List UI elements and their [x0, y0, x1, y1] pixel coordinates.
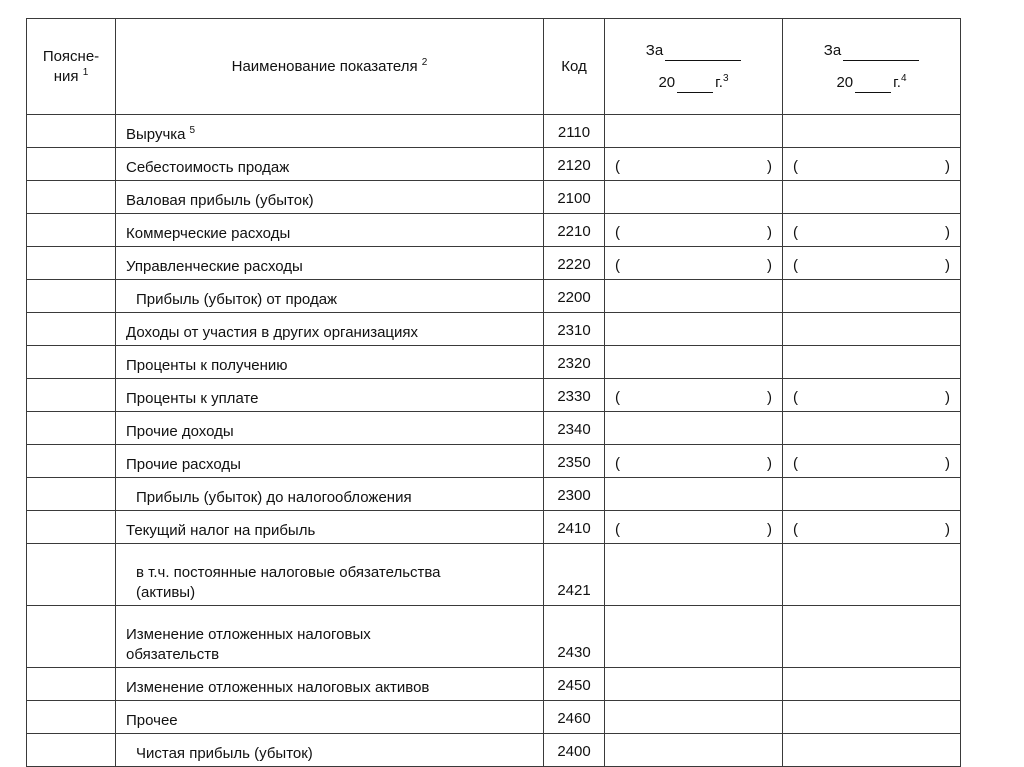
value-cell-period-1[interactable] [605, 346, 783, 379]
paren-open: ( [615, 257, 620, 274]
paren-open: ( [615, 224, 620, 241]
value-cell-period-2[interactable] [783, 181, 961, 214]
notes-cell[interactable] [27, 668, 116, 701]
row-code [544, 511, 605, 544]
row-name [116, 668, 544, 701]
notes-cell[interactable] [27, 181, 116, 214]
period1-sup: 3 [722, 72, 729, 84]
row-name [116, 148, 544, 181]
paren-close: ) [945, 257, 950, 274]
value-cell-period-1[interactable] [605, 734, 783, 767]
value-cell-period-1[interactable] [605, 214, 783, 247]
row-code-label: 2210 [557, 223, 591, 240]
row-name-label: Выручка [126, 126, 186, 143]
row-code-label: 2100 [557, 190, 591, 207]
period2-year-prefix: 20 [836, 73, 854, 91]
header-period-2 [783, 19, 961, 115]
value-cell-period-2[interactable] [783, 379, 961, 412]
value-cell-period-1[interactable] [605, 313, 783, 346]
row-code [544, 478, 605, 511]
notes-cell[interactable] [27, 412, 116, 445]
row-name [116, 214, 544, 247]
row-name [116, 511, 544, 544]
paren-open: ( [793, 521, 798, 538]
value-cell-period-2[interactable] [783, 313, 961, 346]
paren-open: ( [793, 158, 798, 175]
row-name-line2: обязательств [126, 646, 220, 663]
paren-close: ) [767, 224, 772, 241]
value-cell-period-1[interactable] [605, 148, 783, 181]
value-cell-period-1[interactable] [605, 544, 783, 606]
paren-open: ( [615, 455, 620, 472]
row-name [116, 313, 544, 346]
row-code-label: 2450 [557, 677, 591, 694]
row-name-label: Управленческие расходы [126, 258, 303, 275]
period2-year-suffix: г. [893, 73, 901, 91]
notes-cell[interactable] [27, 214, 116, 247]
notes-cell[interactable] [27, 346, 116, 379]
row-name [116, 544, 544, 606]
table-row [27, 280, 961, 313]
value-cell-period-1[interactable] [605, 412, 783, 445]
row-name-label: Доходы от участия в других организациях [126, 324, 419, 341]
row-name [116, 115, 544, 148]
period2-top: За [823, 41, 842, 59]
paren-close: ) [767, 455, 772, 472]
row-name [116, 346, 544, 379]
header-code [544, 19, 605, 115]
row-name-label: Себестоимость продаж [126, 159, 290, 176]
row-name-label: Проценты к уплате [126, 390, 259, 407]
row-code [544, 247, 605, 280]
table-row [27, 346, 961, 379]
value-cell-period-1[interactable] [605, 247, 783, 280]
table-row [27, 313, 961, 346]
row-code [544, 668, 605, 701]
value-cell-period-2[interactable] [783, 511, 961, 544]
notes-cell[interactable] [27, 544, 116, 606]
header-notes-sup: 1 [82, 66, 89, 78]
row-code [544, 734, 605, 767]
row-name [116, 247, 544, 280]
paren-close: ) [767, 257, 772, 274]
row-name [116, 379, 544, 412]
row-code [544, 379, 605, 412]
header-notes [27, 19, 116, 115]
table-row [27, 214, 961, 247]
paren-close: ) [767, 158, 772, 175]
period2-blank [843, 46, 919, 61]
paren-open: ( [615, 158, 620, 175]
table-row [27, 734, 961, 767]
table-row [27, 701, 961, 734]
row-code [544, 445, 605, 478]
row-code-label: 2421 [557, 582, 591, 599]
row-code-label: 2120 [557, 157, 591, 174]
value-cell-period-2[interactable] [783, 478, 961, 511]
value-cell-period-2[interactable] [783, 445, 961, 478]
header-name [116, 19, 544, 115]
row-name-label: Изменение отложенных налоговых активов [126, 679, 430, 696]
period1-year-suffix: г. [715, 73, 723, 91]
header-row [27, 19, 961, 115]
row-code-label: 2330 [557, 388, 591, 405]
row-code-label: 2110 [557, 124, 591, 141]
table-row [27, 247, 961, 280]
row-name-label: Проценты к получению [126, 357, 288, 374]
table-row [27, 115, 961, 148]
row-code-label: 2400 [557, 743, 591, 760]
table-row [27, 668, 961, 701]
value-cell-period-2[interactable] [783, 148, 961, 181]
table-row [27, 148, 961, 181]
value-cell-period-1[interactable] [605, 445, 783, 478]
notes-cell[interactable] [27, 115, 116, 148]
table-row [27, 478, 961, 511]
paren-close: ) [767, 389, 772, 406]
row-code-label: 2220 [557, 256, 591, 273]
value-cell-period-2[interactable] [783, 734, 961, 767]
notes-cell[interactable] [27, 606, 116, 668]
header-notes-line1: Поясне- [42, 47, 100, 65]
paren-open: ( [793, 257, 798, 274]
notes-cell[interactable] [27, 148, 116, 181]
notes-cell[interactable] [27, 478, 116, 511]
paren-close: ) [945, 158, 950, 175]
form-rows [27, 115, 961, 767]
row-code [544, 606, 605, 668]
row-name-line1: Изменение отложенных налоговых [126, 626, 371, 643]
notes-cell[interactable] [27, 734, 116, 767]
row-name-label: Прочие доходы [126, 423, 234, 440]
paren-open: ( [793, 389, 798, 406]
row-name [116, 280, 544, 313]
row-code [544, 313, 605, 346]
value-cell-period-2[interactable] [783, 346, 961, 379]
row-code [544, 214, 605, 247]
period2-year-blank [855, 78, 891, 93]
value-cell-period-2[interactable] [783, 214, 961, 247]
period2-sup: 4 [900, 72, 907, 84]
table-row [27, 181, 961, 214]
paren-open: ( [615, 521, 620, 538]
row-code-label: 2460 [557, 710, 591, 727]
notes-cell[interactable] [27, 445, 116, 478]
period1-blank [665, 46, 741, 61]
table-row [27, 379, 961, 412]
paren-close: ) [945, 455, 950, 472]
row-code-label: 2350 [557, 454, 591, 471]
header-name-label: Наименование показателя [231, 57, 418, 75]
paren-close: ) [945, 389, 950, 406]
row-name [116, 412, 544, 445]
header-notes-line2: ния [53, 67, 79, 85]
row-code [544, 280, 605, 313]
row-code-label: 2320 [557, 355, 591, 372]
notes-cell[interactable] [27, 379, 116, 412]
table-row [27, 606, 961, 668]
value-cell-period-2[interactable] [783, 668, 961, 701]
value-cell-period-1[interactable] [605, 379, 783, 412]
notes-cell[interactable] [27, 313, 116, 346]
row-code [544, 412, 605, 445]
value-cell-period-2[interactable] [783, 544, 961, 606]
row-code [544, 115, 605, 148]
row-name [116, 734, 544, 767]
row-code [544, 346, 605, 379]
row-name-label: Чистая прибыль (убыток) [136, 745, 313, 762]
row-name-label: Прочие расходы [126, 456, 241, 473]
value-cell-period-2[interactable] [783, 701, 961, 734]
row-code-label: 2410 [557, 520, 591, 537]
row-name [116, 445, 544, 478]
row-code [544, 701, 605, 734]
row-name-sup: 5 [189, 125, 196, 136]
paren-open: ( [615, 389, 620, 406]
row-code [544, 544, 605, 606]
value-cell-period-2[interactable] [783, 115, 961, 148]
value-cell-period-2[interactable] [783, 247, 961, 280]
value-cell-period-1[interactable] [605, 701, 783, 734]
period1-top: За [645, 41, 664, 59]
value-cell-period-1[interactable] [605, 280, 783, 313]
row-code-label: 2310 [557, 322, 591, 339]
value-cell-period-1[interactable] [605, 511, 783, 544]
paren-close: ) [945, 224, 950, 241]
period1-year-prefix: 20 [658, 73, 676, 91]
value-cell-period-1[interactable] [605, 478, 783, 511]
paren-close: ) [945, 521, 950, 538]
row-name [116, 478, 544, 511]
row-code [544, 148, 605, 181]
notes-cell[interactable] [27, 511, 116, 544]
row-code-label: 2340 [557, 421, 591, 438]
row-name-label: Прибыль (убыток) до налогообложения [136, 489, 412, 506]
value-cell-period-2[interactable] [783, 280, 961, 313]
value-cell-period-2[interactable] [783, 606, 961, 668]
row-code [544, 181, 605, 214]
period1-year-blank [677, 78, 713, 93]
row-name-line2: (активы) [136, 584, 196, 601]
value-cell-period-2[interactable] [783, 412, 961, 445]
value-cell-period-1[interactable] [605, 115, 783, 148]
row-name-line1: в т.ч. постоянные налоговые обязательства [136, 564, 441, 581]
notes-cell[interactable] [27, 247, 116, 280]
financial-results-form [26, 18, 961, 767]
header-name-sup: 2 [421, 56, 428, 68]
row-name [116, 701, 544, 734]
row-name-label: Текущий налог на прибыль [126, 522, 316, 539]
row-name-label: Коммерческие расходы [126, 225, 291, 242]
notes-cell[interactable] [27, 280, 116, 313]
paren-open: ( [793, 224, 798, 241]
row-code-label: 2300 [557, 487, 591, 504]
row-code-label: 2430 [557, 644, 591, 661]
table-row [27, 445, 961, 478]
row-code-label: 2200 [557, 289, 591, 306]
paren-close: ) [767, 521, 772, 538]
table-row [27, 544, 961, 606]
row-name-label: Прочее [126, 712, 178, 729]
row-name [116, 181, 544, 214]
table-row [27, 511, 961, 544]
row-name-label: Валовая прибыль (убыток) [126, 192, 314, 209]
table-row [27, 412, 961, 445]
value-cell-period-1[interactable] [605, 181, 783, 214]
header-code-label: Код [561, 57, 587, 75]
row-name-label: Прибыль (убыток) от продаж [136, 291, 338, 308]
row-name [116, 606, 544, 668]
paren-open: ( [793, 455, 798, 472]
value-cell-period-1[interactable] [605, 606, 783, 668]
value-cell-period-1[interactable] [605, 668, 783, 701]
notes-cell[interactable] [27, 701, 116, 734]
header-period-1 [605, 19, 783, 115]
